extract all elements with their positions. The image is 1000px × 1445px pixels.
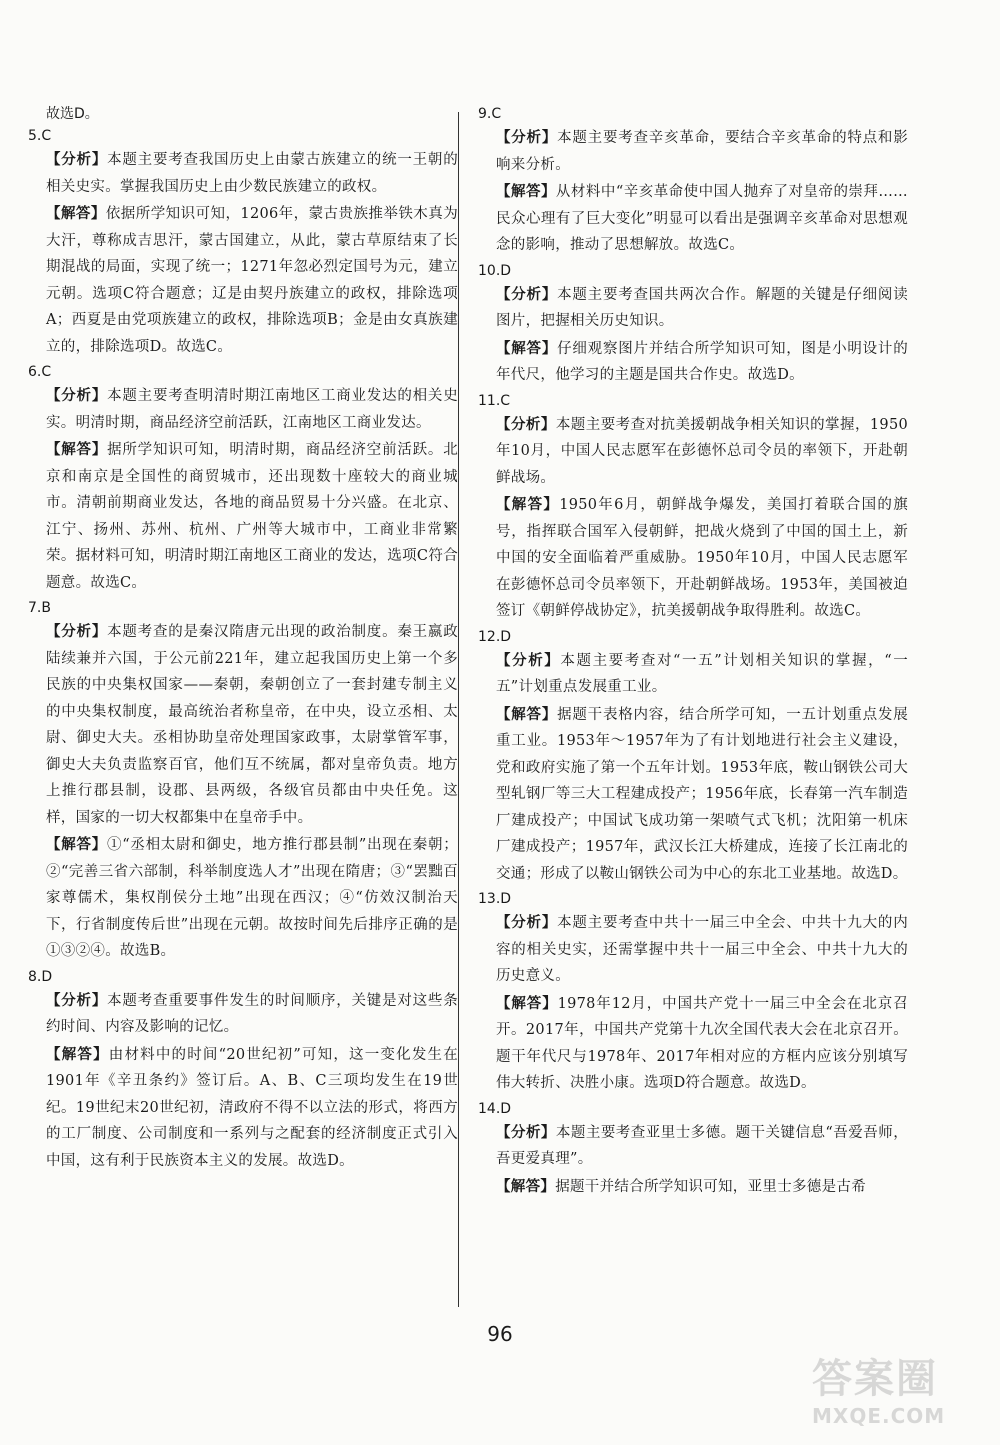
analysis-label: 【分析】 [46,624,108,640]
analysis-label: 【分析】 [496,652,561,669]
question-number: 11.C [478,392,511,409]
analysis-label: 【分析】 [46,992,108,1009]
answer-label: 【解答】 [496,706,558,723]
answer-label: 【解答】 [46,206,106,222]
analysis-text: 本题主要考查明清时期江南地区工商业发达的相关史实。明清时期，商品经济空前活跃，江南地区工商业发达。 [46,388,458,431]
question-number: 10.D [478,262,512,279]
question-number: 8.D [28,968,53,985]
answer-paragraph [496,336,908,389]
analysis-label: 【分析】 [496,1124,556,1141]
watermark-title: 答案圈 [812,1356,938,1402]
watermark-logo [812,1347,982,1437]
analysis-text: 本题主要考查国共两次合作。解题的关键是仔细阅读图片，把握相关历史知识。 [496,286,908,329]
answer-text: 1950年6月，朝鲜战争爆发，美国打着联合国的旗号，指挥联合国军入侵朝鲜，把战火烧到了中国的国土上，新中国的安全面临着严重威胁。1950年10月，中国人民志愿军在彭德怀总司令员率领下，开赴朝鲜战场。1953年，美国被迫签订《朝鲜停战协定》，抗美援朝战争取得胜利。故选C。 [496,497,909,619]
answer-label: 【解答】 [496,1178,556,1195]
answer-label: 【解答】 [46,1046,109,1063]
answer-label: 【解答】 [496,340,558,357]
analysis-label: 【分析】 [46,152,108,168]
answer-text: 1978年12月，中国共产党十一届三中全会在北京召开。2017年，中国共产党第十九次全国代表大会在北京召开。题干年代尺与1978年、2017年相对应的方框内应该分别填写伟大转折、决胜小康。选项D符合题意。故选D。 [496,995,908,1091]
answer-label: 【解答】 [46,837,107,853]
answer-line: 故选D。 [46,106,99,122]
answer-text: 据题干表格内容，结合所学可知，一五计划重点发展重工业。1953年～1957年为了有计划地进行社会主义建设，党和政府实施了第一个五年计划。1953年底，鞍山钢铁公司大型轧钢厂等三大工程建成投产；1956年底，长春第一汽车制造厂建成投产；中国试飞成功第一架喷气式飞机；沈阳第一机床厂建成投产；1957年，武汉长江大桥建成，连接了长江南北的交通；形成了以鞍山钢铁公司为中心的东北工业基地。故选D。 [496,706,908,882]
answer-paragraph [496,991,908,1097]
analysis-label: 【分析】 [46,388,108,404]
question-number: 14.D [478,1100,512,1117]
analysis-text: 本题考查的是秦汉隋唐元出现的政治制度。秦王嬴政陆续兼并六国，于公元前221年，建立起我国历史上第一个多民族的中央集权国家——秦朝，秦朝创立了一套封建专制主义的中央集权制度，最高统治者称皇帝，在中央，设立丞相、太尉、御史大夫。丞相协助皇帝处理国家政事，太尉掌管军事，御史大夫负责监察百官，他们互不统属，都对皇帝负责。地方上推行郡县制，设郡、县两级，各级官员都由中央任免。这样，国家的一切大权都集中在皇帝手中。 [46,624,458,826]
analysis-label: 【分析】 [496,286,558,303]
answer-paragraph [496,179,908,259]
analysis-paragraph [496,412,908,492]
analysis-text: 本题主要考查对“一五”计划相关知识的掌握，“一五”计划重点发展重工业。 [496,652,909,695]
analysis-paragraph [46,147,458,200]
analysis-label: 【分析】 [496,130,558,146]
answer-label: 【解答】 [496,995,558,1012]
analysis-label: 【分析】 [496,915,558,931]
question-number: 7.B [28,600,51,616]
analysis-paragraph [496,1120,908,1173]
answer-text: 据所学知识可知，明清时期，商品经济空前活跃。北京和南京是全国性的商贸城市，还出现数十座较大的商业城市。清朝前期商业发达，各地的商品贸易十分兴盛。在北京、江宁、扬州、苏州、杭州、广州等大城市中，工商业非常繁荣。据材料可知，明清时期江南地区工商业的发达，选项C符合题意。故选C。 [46,442,458,591]
analysis-text: 本题考查重要事件发生的时间顺序，关键是对这些条约时间、内容及影响的记忆。 [46,992,458,1035]
answer-paragraph [46,201,458,360]
answer-paragraph [496,702,908,888]
analysis-text: 本题主要考查辛亥革命，要结合辛亥革命的特点和影响来分析。 [496,130,908,173]
question-number: 5.C [28,128,52,144]
answer-label: 【解答】 [46,442,108,458]
answer-label: 【解答】 [496,497,560,513]
answer-paragraph [496,492,908,625]
analysis-paragraph [496,910,908,990]
right-column [478,103,908,1201]
question-number: 9.C [478,106,502,122]
column-divider [458,112,459,1307]
analysis-paragraph [496,125,908,178]
analysis-text: 本题主要考查对抗美援朝战争相关知识的掌握，1950年10月，中国人民志愿军在彭德怀总司令员的率领下，开赴朝鲜战场。 [496,416,908,486]
analysis-paragraph [496,648,908,701]
answer-paragraph [46,1042,458,1175]
analysis-paragraph [46,383,458,436]
answer-text: 据题干并结合所学知识可知，亚里士多德是古希 [555,1178,867,1195]
analysis-paragraph [496,282,908,335]
answer-text: 从材料中“辛亥革命使中国人抛弃了对皇帝的崇拜……民众心理有了巨大变化”明显可以看出是强调辛亥革命对思想观念的影响，推动了思想解放。故选C。 [496,184,908,253]
answer-text: ①“丞相太尉和御史，地方推行郡县制”出现在秦朝；②“完善三省六部制，科举制度选人才”出现在隋唐；③“罢黜百家尊儒术，集权削侯分土地”出现在西汉；④“仿效汉制治天下，行省制度传后世”出现在元朝。故按时间先后排序正确的是①③②④。故选B。 [46,837,458,959]
analysis-text: 本题主要考查亚里士多德。题干关键信息“吾爱吾师，吾更爱真理”。 [496,1124,908,1167]
answer-paragraph [496,1174,908,1201]
answer-label: 【解答】 [496,184,556,200]
analysis-label: 【分析】 [496,416,556,433]
answer-text: 由材料中的时间“20世纪初”可知，这一变化发生在1901年《辛丑条约》签订后。A、B、C三项均发生在19世纪。19世纪末20世纪初，清政府不得不以立法的形式，将西方的工厂制度、公司制度和一系列与之配套的经济制度正式引入中国，这有利于民族资本主义的发展。故选D。 [46,1046,458,1169]
analysis-paragraph [46,988,458,1041]
answer-paragraph [46,437,458,596]
answer-text: 依据所学知识可知，1206年，蒙古贵族推举铁木真为大汗，尊称成吉思汗，蒙古国建立，从此，蒙古草原结束了长期混战的局面，实现了统一；1271年忽必烈定国号为元，建立元朝。选项C符合题意；辽是由契丹族建立的政权，排除选项A；西夏是由党项族建立的政权，排除选项B；金是由女真族建立的，排除选项D。故选C。 [46,206,458,355]
analysis-text: 本题主要考查中共十一届三中全会、中共十九大的内容的相关史实，还需掌握中共十一届三中全会、中共十九大的历史意义。 [496,915,908,984]
analysis-text: 本题主要考查我国历史上由蒙古族建立的统一王朝的相关史实。掌握我国历史上由少数民族建立的政权。 [46,152,458,195]
analysis-paragraph [46,619,458,831]
answer-paragraph [46,832,458,965]
answer-text: 仔细观察图片并结合所学知识可知，图是小明设计的年代尺，他学习的主题是国共合作史。故选D。 [496,340,908,383]
question-number: 13.D [478,891,512,907]
page-number: 96 [487,1322,513,1346]
question-number: 12.D [478,628,512,645]
left-column [28,103,458,1175]
question-number: 6.C [28,364,52,380]
watermark-url: MXQE.COM [812,1404,946,1428]
